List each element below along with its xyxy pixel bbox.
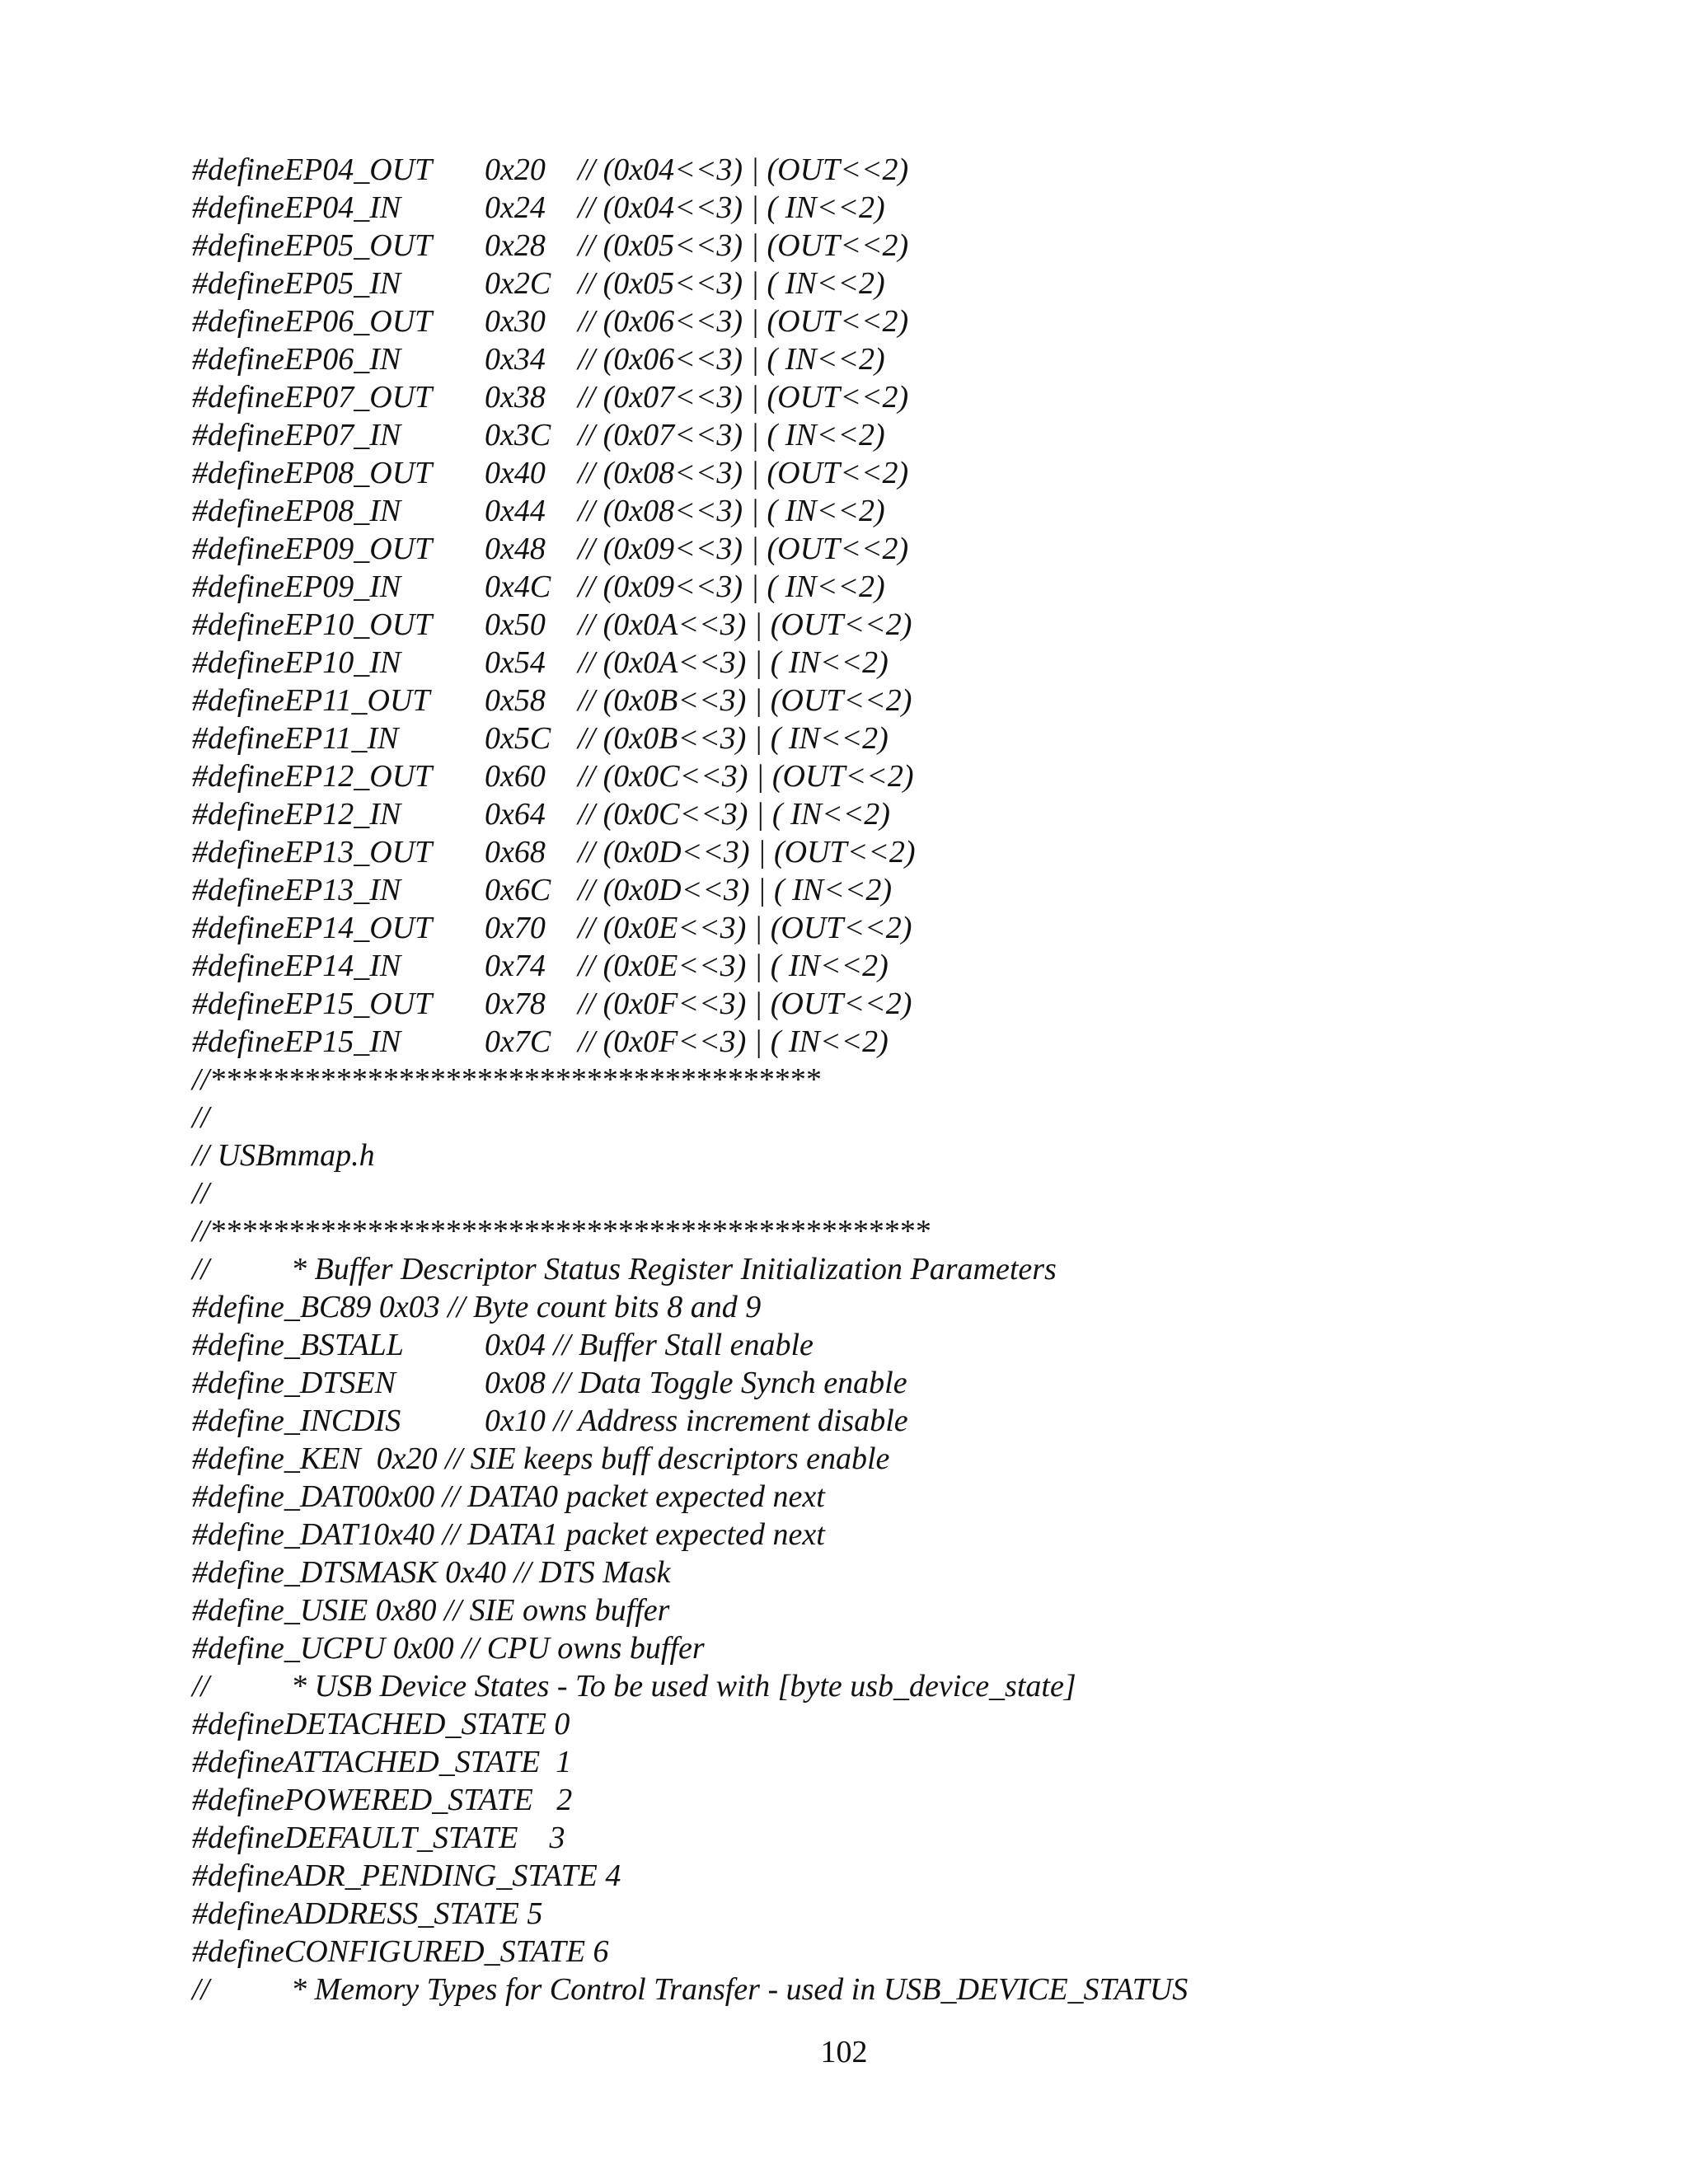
define-value: 0x44 — [485, 494, 546, 528]
stars-divider: //********************************************** — [192, 1214, 931, 1249]
define-text: #define_DAT00x00 // DATA0 packet expected next — [192, 1479, 825, 1514]
ep-define-line — [192, 985, 1593, 1023]
define-line — [192, 1705, 1593, 1743]
define-line — [192, 1857, 1593, 1895]
define-text: #define_BC89 0x03 // Byte count bits 8 and 9 — [192, 1290, 762, 1324]
define-name: #defineEP11_OUT — [192, 683, 430, 718]
ep-define-line — [192, 302, 1593, 340]
define-value: 0x24 — [485, 190, 546, 225]
define-comment: // (0x0A<<3) | ( IN<<2) — [578, 645, 889, 680]
define-comment: // (0x0A<<3) | (OUT<<2) — [578, 607, 912, 642]
ep-define-line — [192, 340, 1593, 378]
define-comment: // (0x09<<3) | ( IN<<2) — [578, 569, 885, 604]
define-value: 0x7C — [485, 1024, 551, 1059]
define-comment: // (0x06<<3) | ( IN<<2) — [578, 342, 885, 377]
define-line — [192, 1402, 1593, 1440]
define-text: #defineADR_PENDING_STATE 4 — [192, 1858, 621, 1893]
define-line — [192, 1554, 1593, 1591]
define-name: #defineEP07_IN — [192, 418, 401, 452]
define-line — [192, 1895, 1593, 1933]
define-value: 0x38 — [485, 380, 546, 415]
define-value: 0x48 — [485, 532, 546, 566]
define-line — [192, 1781, 1593, 1819]
stars-divider: //*************************************** — [192, 1062, 821, 1097]
define-name: #defineEP09_IN — [192, 569, 401, 604]
ep-define-line — [192, 606, 1593, 644]
define-rest: 0x04 // Buffer Stall enable — [485, 1328, 814, 1362]
define-comment: // (0x0B<<3) | ( IN<<2) — [578, 721, 889, 756]
define-value: 0x40 — [485, 456, 546, 490]
define-comment: // (0x04<<3) | ( IN<<2) — [578, 190, 885, 225]
define-name: #defineEP06_OUT — [192, 304, 433, 339]
define-name: #defineEP08_IN — [192, 494, 401, 528]
ep-define-line — [192, 492, 1593, 530]
define-name: #defineEP11_IN — [192, 721, 399, 756]
section-title: * Buffer Descriptor Status Register Initialization Parameters — [291, 1252, 1057, 1286]
ep-define-line — [192, 530, 1593, 568]
ep-define-line — [192, 454, 1593, 492]
define-value: 0x34 — [485, 342, 546, 377]
define-rest: 0x10 // Address increment disable — [485, 1404, 908, 1438]
define-comment: // (0x07<<3) | ( IN<<2) — [578, 418, 885, 452]
define-value: 0x60 — [485, 759, 546, 794]
define-name: #defineEP10_OUT — [192, 607, 433, 642]
ep-define-line — [192, 265, 1593, 302]
define-name: #defineEP13_OUT — [192, 835, 433, 869]
define-text: #defineCONFIGURED_STATE 6 — [192, 1934, 609, 1969]
define-line — [192, 1440, 1593, 1478]
comment-slashes: // — [192, 1669, 210, 1704]
define-line — [192, 1591, 1593, 1629]
define-comment: // (0x0C<<3) | ( IN<<2) — [578, 797, 890, 832]
define-value: 0x4C — [485, 569, 551, 604]
define-name: #defineEP07_OUT — [192, 380, 433, 415]
define-name: #defineEP15_IN — [192, 1024, 401, 1059]
define-comment: // (0x0C<<3) | (OUT<<2) — [578, 759, 914, 794]
code-listing — [192, 151, 1593, 2008]
define-value: 0x74 — [485, 949, 546, 983]
ep-define-line — [192, 644, 1593, 682]
ep-define-line — [192, 682, 1593, 719]
ep-define-line — [192, 568, 1593, 606]
comment-slashes: // — [192, 1252, 210, 1286]
comment-line — [192, 1061, 1593, 1099]
define-text: #definePOWERED_STATE 2 — [192, 1783, 573, 1817]
define-value: 0x5C — [485, 721, 551, 756]
define-name: #defineEP05_OUT — [192, 228, 433, 263]
define-line — [192, 1629, 1593, 1667]
define-line — [192, 1516, 1593, 1554]
define-value: 0x28 — [485, 228, 546, 263]
define-text: #defineDEFAULT_STATE 3 — [192, 1821, 565, 1855]
section-heading — [192, 1667, 1593, 1705]
define-value: 0x54 — [485, 645, 546, 680]
define-value: 0x6C — [485, 873, 551, 907]
define-text: #defineATTACHED_STATE 1 — [192, 1745, 572, 1779]
define-comment: // (0x0B<<3) | (OUT<<2) — [578, 683, 912, 718]
ep-define-line — [192, 151, 1593, 189]
ep-define-line — [192, 871, 1593, 909]
ep-define-line — [192, 416, 1593, 454]
define-name: #define_BSTALL — [192, 1328, 404, 1362]
define-name: #defineEP05_IN — [192, 266, 401, 301]
define-comment: // (0x06<<3) | (OUT<<2) — [578, 304, 909, 339]
ep-define-line — [192, 719, 1593, 757]
define-comment: // (0x08<<3) | (OUT<<2) — [578, 456, 909, 490]
define-value: 0x58 — [485, 683, 546, 718]
define-line — [192, 1288, 1593, 1326]
define-value: 0x50 — [485, 607, 546, 642]
define-comment: // (0x0E<<3) | (OUT<<2) — [578, 911, 912, 945]
define-text: #define_UCPU 0x00 // CPU owns buffer — [192, 1631, 705, 1666]
define-line — [192, 1819, 1593, 1857]
define-comment: // (0x07<<3) | (OUT<<2) — [578, 380, 909, 415]
comment-blank: // — [192, 1176, 210, 1211]
ep-define-line — [192, 909, 1593, 947]
ep-define-line — [192, 227, 1593, 265]
define-comment: // (0x04<<3) | (OUT<<2) — [578, 152, 909, 187]
define-value: 0x78 — [485, 987, 546, 1021]
define-value: 0x3C — [485, 418, 551, 452]
define-comment: // (0x0E<<3) | ( IN<<2) — [578, 949, 889, 983]
define-value: 0x2C — [485, 266, 551, 301]
ep-define-line — [192, 833, 1593, 871]
ep-define-line — [192, 189, 1593, 227]
define-comment: // (0x05<<3) | (OUT<<2) — [578, 228, 909, 263]
define-value: 0x64 — [485, 797, 546, 832]
define-name: #defineEP12_IN — [192, 797, 401, 832]
define-name: #defineEP14_IN — [192, 949, 401, 983]
define-comment: // (0x09<<3) | (OUT<<2) — [578, 532, 909, 566]
define-text: #define_KEN 0x20 // SIE keeps buff descriptors enable — [192, 1441, 890, 1476]
define-text: #defineDETACHED_STATE 0 — [192, 1707, 570, 1741]
define-comment: // (0x0F<<3) | (OUT<<2) — [578, 987, 912, 1021]
define-comment: // (0x0F<<3) | ( IN<<2) — [578, 1024, 889, 1059]
define-line — [192, 1478, 1593, 1516]
comment-line — [192, 1174, 1593, 1212]
ep-define-line — [192, 947, 1593, 985]
define-name: #defineEP04_OUT — [192, 152, 433, 187]
ep-define-line — [192, 378, 1593, 416]
section-heading — [192, 1250, 1593, 1288]
define-name: #define_DTSEN — [192, 1366, 396, 1400]
define-text: #define_DAT10x40 // DATA1 packet expected next — [192, 1517, 825, 1552]
comment-line — [192, 1099, 1593, 1137]
file-name: // USBmmap.h — [192, 1138, 375, 1173]
define-value: 0x70 — [485, 911, 546, 945]
section-heading — [192, 1971, 1593, 2008]
define-line — [192, 1933, 1593, 1971]
define-value: 0x68 — [485, 835, 546, 869]
section-title: * Memory Types for Control Transfer - used in USB_DEVICE_STATUS — [291, 1972, 1189, 2007]
define-name: #defineEP09_OUT — [192, 532, 433, 566]
define-text: #define_DTSMASK 0x40 // DTS Mask — [192, 1555, 671, 1590]
define-name: #defineEP04_IN — [192, 190, 401, 225]
define-name: #defineEP15_OUT — [192, 987, 433, 1021]
define-name: #defineEP13_IN — [192, 873, 401, 907]
define-line — [192, 1743, 1593, 1781]
define-value: 0x20 — [485, 152, 546, 187]
define-comment: // (0x0D<<3) | (OUT<<2) — [578, 835, 916, 869]
define-name: #defineEP06_IN — [192, 342, 401, 377]
define-line — [192, 1364, 1593, 1402]
comment-line — [192, 1212, 1593, 1250]
comment-blank: // — [192, 1100, 210, 1135]
ep-define-line — [192, 757, 1593, 795]
ep-define-line — [192, 795, 1593, 833]
define-name: #defineEP12_OUT — [192, 759, 433, 794]
define-value: 0x30 — [485, 304, 546, 339]
define-line — [192, 1326, 1593, 1364]
define-name: #defineEP10_IN — [192, 645, 401, 680]
define-text: #defineADDRESS_STATE 5 — [192, 1896, 543, 1931]
define-name: #defineEP08_OUT — [192, 456, 433, 490]
define-name: #define_INCDIS — [192, 1404, 401, 1438]
comment-line — [192, 1137, 1593, 1174]
define-comment: // (0x08<<3) | ( IN<<2) — [578, 494, 885, 528]
comment-slashes: // — [192, 1972, 210, 2007]
section-title: * USB Device States - To be used with [byte usb_device_state] — [291, 1669, 1076, 1704]
define-comment: // (0x05<<3) | ( IN<<2) — [578, 266, 885, 301]
ep-define-line — [192, 1023, 1593, 1061]
define-name: #defineEP14_OUT — [192, 911, 433, 945]
define-text: #define_USIE 0x80 // SIE owns buffer — [192, 1593, 670, 1628]
page-number: 102 — [820, 2035, 868, 2069]
define-comment: // (0x0D<<3) | ( IN<<2) — [578, 873, 893, 907]
define-rest: 0x08 // Data Toggle Synch enable — [485, 1366, 907, 1400]
